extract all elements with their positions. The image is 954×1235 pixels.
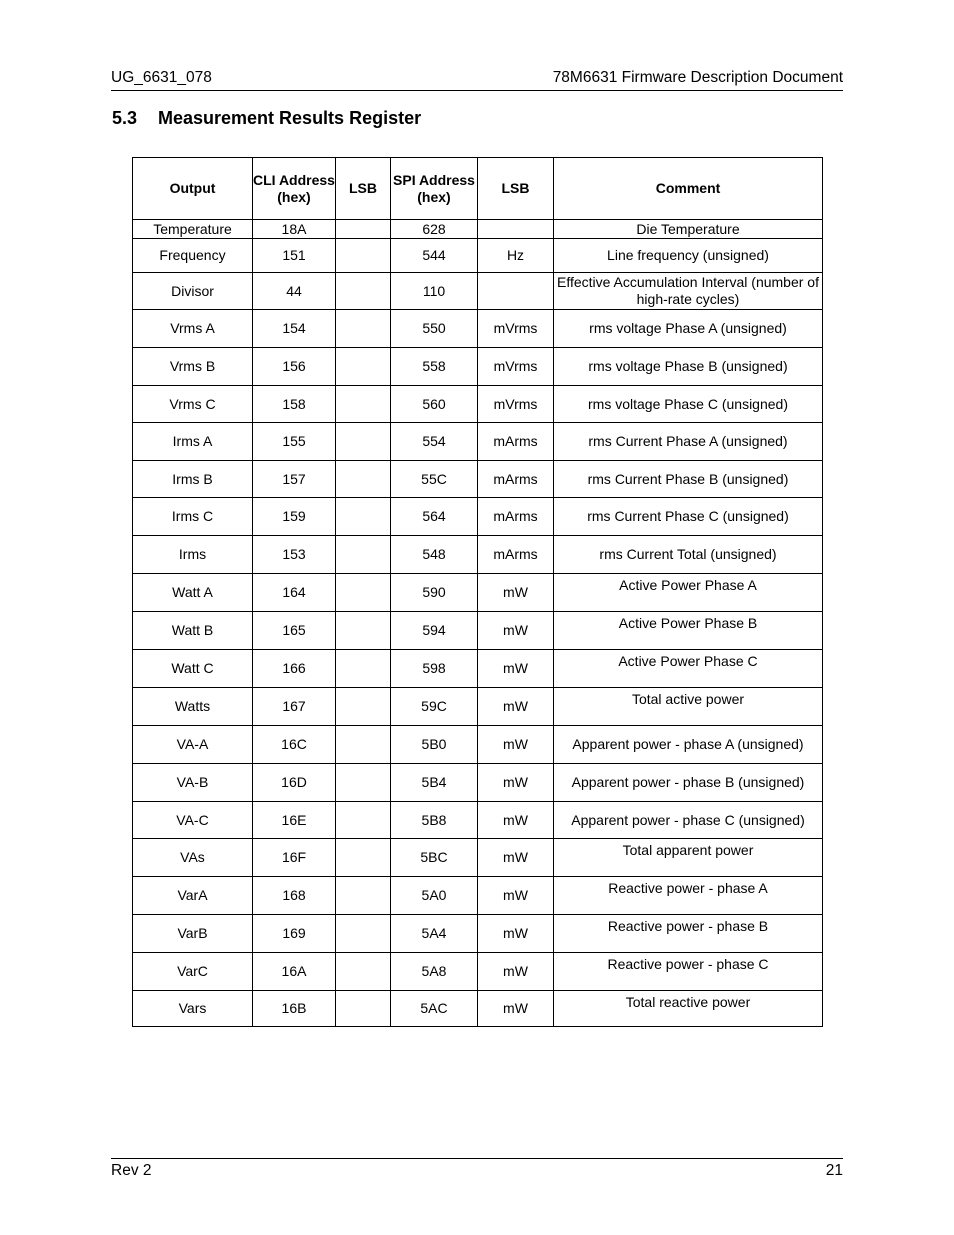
spi-address-cell: 5B0 <box>391 726 478 764</box>
table-row <box>133 802 823 839</box>
spi-address-cell: 110 <box>391 273 478 310</box>
table-row <box>133 273 823 310</box>
document-id: UG_6631_078 <box>111 69 212 86</box>
output-cell: VA-A <box>133 726 253 764</box>
lsb-unit-cell: mW <box>478 764 554 802</box>
lsb-cell <box>336 423 391 461</box>
spi-address-cell: 548 <box>391 536 478 574</box>
comment-cell: Active Power Phase A <box>554 574 823 612</box>
lsb-unit-cell: mArms <box>478 536 554 574</box>
output-cell: Watt A <box>133 574 253 612</box>
lsb-cell <box>336 877 391 915</box>
cli-address-cell: 164 <box>253 574 336 612</box>
output-cell: Divisor <box>133 273 253 310</box>
lsb-cell <box>336 726 391 764</box>
comment-cell: rms Current Phase A (unsigned) <box>554 423 823 461</box>
table-header-row <box>133 158 823 220</box>
lsb-cell <box>336 953 391 991</box>
output-cell: Frequency <box>133 239 253 273</box>
cli-address-cell: 167 <box>253 688 336 726</box>
lsb-unit-cell <box>478 273 554 310</box>
table-row <box>133 915 823 953</box>
spi-address-cell: 554 <box>391 423 478 461</box>
cli-address-cell: 155 <box>253 423 336 461</box>
lsb-unit-cell <box>478 220 554 239</box>
lsb-cell <box>336 348 391 386</box>
column-header: CLI Address (hex) <box>253 158 336 220</box>
lsb-unit-cell: mW <box>478 915 554 953</box>
lsb-unit-cell: mW <box>478 839 554 877</box>
column-header: LSB <box>336 158 391 220</box>
output-cell: Vrms B <box>133 348 253 386</box>
lsb-unit-cell: mVrms <box>478 386 554 423</box>
lsb-cell <box>336 991 391 1027</box>
spi-address-cell: 5A8 <box>391 953 478 991</box>
comment-cell: rms Current Total (unsigned) <box>554 536 823 574</box>
spi-address-cell: 558 <box>391 348 478 386</box>
cli-address-cell: 16B <box>253 991 336 1027</box>
comment-cell: Effective Accumulation Interval (number of high-rate cycles) <box>554 273 823 310</box>
table-row <box>133 764 823 802</box>
comment-cell: Apparent power - phase B (unsigned) <box>554 764 823 802</box>
comment-cell: Apparent power - phase C (unsigned) <box>554 802 823 839</box>
comment-cell: Line frequency (unsigned) <box>554 239 823 273</box>
section-title: Measurement Results Register <box>158 108 422 128</box>
cli-address-cell: 154 <box>253 310 336 348</box>
comment-cell: Active Power Phase C <box>554 650 823 688</box>
table-row <box>133 239 823 273</box>
revision: Rev 2 <box>111 1162 152 1179</box>
output-cell: VarA <box>133 877 253 915</box>
lsb-unit-cell: mArms <box>478 423 554 461</box>
column-header: Output <box>133 158 253 220</box>
lsb-cell <box>336 461 391 498</box>
table-row <box>133 839 823 877</box>
cli-address-cell: 166 <box>253 650 336 688</box>
output-cell: VarB <box>133 915 253 953</box>
column-header: LSB <box>478 158 554 220</box>
lsb-unit-cell: mW <box>478 991 554 1027</box>
cli-address-cell: 16A <box>253 953 336 991</box>
output-cell: Watt B <box>133 612 253 650</box>
lsb-unit-cell: mW <box>478 802 554 839</box>
lsb-unit-cell: mW <box>478 650 554 688</box>
lsb-unit-cell: Hz <box>478 239 554 273</box>
comment-cell: rms Current Phase B (unsigned) <box>554 461 823 498</box>
lsb-cell <box>336 386 391 423</box>
output-cell: VA-B <box>133 764 253 802</box>
section-heading <box>112 108 421 129</box>
spi-address-cell: 5A4 <box>391 915 478 953</box>
cli-address-cell: 16E <box>253 802 336 839</box>
spi-address-cell: 628 <box>391 220 478 239</box>
cli-address-cell: 168 <box>253 877 336 915</box>
lsb-cell <box>336 574 391 612</box>
lsb-cell <box>336 220 391 239</box>
lsb-unit-cell: mVrms <box>478 310 554 348</box>
spi-address-cell: 560 <box>391 386 478 423</box>
output-cell: Irms A <box>133 423 253 461</box>
table-row <box>133 348 823 386</box>
cli-address-cell: 159 <box>253 498 336 536</box>
spi-address-cell: 594 <box>391 612 478 650</box>
lsb-cell <box>336 239 391 273</box>
cli-address-cell: 157 <box>253 461 336 498</box>
output-cell: VA-C <box>133 802 253 839</box>
lsb-cell <box>336 612 391 650</box>
spi-address-cell: 550 <box>391 310 478 348</box>
spi-address-cell: 598 <box>391 650 478 688</box>
spi-address-cell: 5BC <box>391 839 478 877</box>
cli-address-cell: 151 <box>253 239 336 273</box>
measurement-results-table <box>132 157 823 1027</box>
table-row <box>133 688 823 726</box>
table-row <box>133 220 823 239</box>
lsb-cell <box>336 802 391 839</box>
output-cell: Watts <box>133 688 253 726</box>
table-row <box>133 650 823 688</box>
table-row <box>133 536 823 574</box>
spi-address-cell: 544 <box>391 239 478 273</box>
comment-cell: Reactive power - phase A <box>554 877 823 915</box>
table-row <box>133 877 823 915</box>
table-row <box>133 612 823 650</box>
page-footer <box>111 1158 843 1183</box>
spi-address-cell: 5B4 <box>391 764 478 802</box>
lsb-cell <box>336 536 391 574</box>
output-cell: Vars <box>133 991 253 1027</box>
spi-address-cell: 59C <box>391 688 478 726</box>
spi-address-cell: 5AC <box>391 991 478 1027</box>
cli-address-cell: 153 <box>253 536 336 574</box>
output-cell: VarC <box>133 953 253 991</box>
lsb-cell <box>336 915 391 953</box>
cli-address-cell: 156 <box>253 348 336 386</box>
lsb-cell <box>336 650 391 688</box>
spi-address-cell: 590 <box>391 574 478 612</box>
table-row <box>133 461 823 498</box>
column-header: Comment <box>554 158 823 220</box>
comment-cell: rms voltage Phase C (unsigned) <box>554 386 823 423</box>
table-row <box>133 953 823 991</box>
comment-cell: Total apparent power <box>554 839 823 877</box>
output-cell: Irms B <box>133 461 253 498</box>
lsb-unit-cell: mW <box>478 688 554 726</box>
comment-cell: Total reactive power <box>554 991 823 1027</box>
output-cell: Watt C <box>133 650 253 688</box>
page-header <box>111 69 843 91</box>
page-number: 21 <box>825 1162 843 1179</box>
lsb-unit-cell: mW <box>478 877 554 915</box>
comment-cell: rms Current Phase C (unsigned) <box>554 498 823 536</box>
cli-address-cell: 16F <box>253 839 336 877</box>
comment-cell: Apparent power - phase A (unsigned) <box>554 726 823 764</box>
comment-cell: Total active power <box>554 688 823 726</box>
table-row <box>133 423 823 461</box>
column-header: SPI Address (hex) <box>391 158 478 220</box>
output-cell: Temperature <box>133 220 253 239</box>
lsb-unit-cell: mW <box>478 612 554 650</box>
table-row <box>133 726 823 764</box>
output-cell: Irms <box>133 536 253 574</box>
lsb-unit-cell: mW <box>478 726 554 764</box>
spi-address-cell: 55C <box>391 461 478 498</box>
spi-address-cell: 5A0 <box>391 877 478 915</box>
cli-address-cell: 16C <box>253 726 336 764</box>
cli-address-cell: 44 <box>253 273 336 310</box>
output-cell: Irms C <box>133 498 253 536</box>
lsb-cell <box>336 764 391 802</box>
output-cell: Vrms A <box>133 310 253 348</box>
lsb-unit-cell: mW <box>478 953 554 991</box>
lsb-unit-cell: mArms <box>478 498 554 536</box>
lsb-cell <box>336 310 391 348</box>
lsb-cell <box>336 839 391 877</box>
lsb-unit-cell: mArms <box>478 461 554 498</box>
comment-cell: rms voltage Phase B (unsigned) <box>554 348 823 386</box>
section-number: 5.3 <box>112 108 138 128</box>
lsb-cell <box>336 688 391 726</box>
lsb-cell <box>336 273 391 310</box>
cli-address-cell: 16D <box>253 764 336 802</box>
output-cell: VAs <box>133 839 253 877</box>
spi-address-cell: 5B8 <box>391 802 478 839</box>
table-row <box>133 498 823 536</box>
comment-cell: Die Temperature <box>554 220 823 239</box>
table-row <box>133 310 823 348</box>
output-cell: Vrms C <box>133 386 253 423</box>
table-row <box>133 386 823 423</box>
lsb-unit-cell: mVrms <box>478 348 554 386</box>
cli-address-cell: 169 <box>253 915 336 953</box>
lsb-unit-cell: mW <box>478 574 554 612</box>
table-row <box>133 574 823 612</box>
lsb-cell <box>336 498 391 536</box>
spi-address-cell: 564 <box>391 498 478 536</box>
cli-address-cell: 18A <box>253 220 336 239</box>
comment-cell: Reactive power - phase C <box>554 953 823 991</box>
comment-cell: rms voltage Phase A (unsigned) <box>554 310 823 348</box>
table-row <box>133 991 823 1027</box>
document-title: 78M6631 Firmware Description Document <box>552 69 843 86</box>
cli-address-cell: 165 <box>253 612 336 650</box>
comment-cell: Reactive power - phase B <box>554 915 823 953</box>
cli-address-cell: 158 <box>253 386 336 423</box>
comment-cell: Active Power Phase B <box>554 612 823 650</box>
